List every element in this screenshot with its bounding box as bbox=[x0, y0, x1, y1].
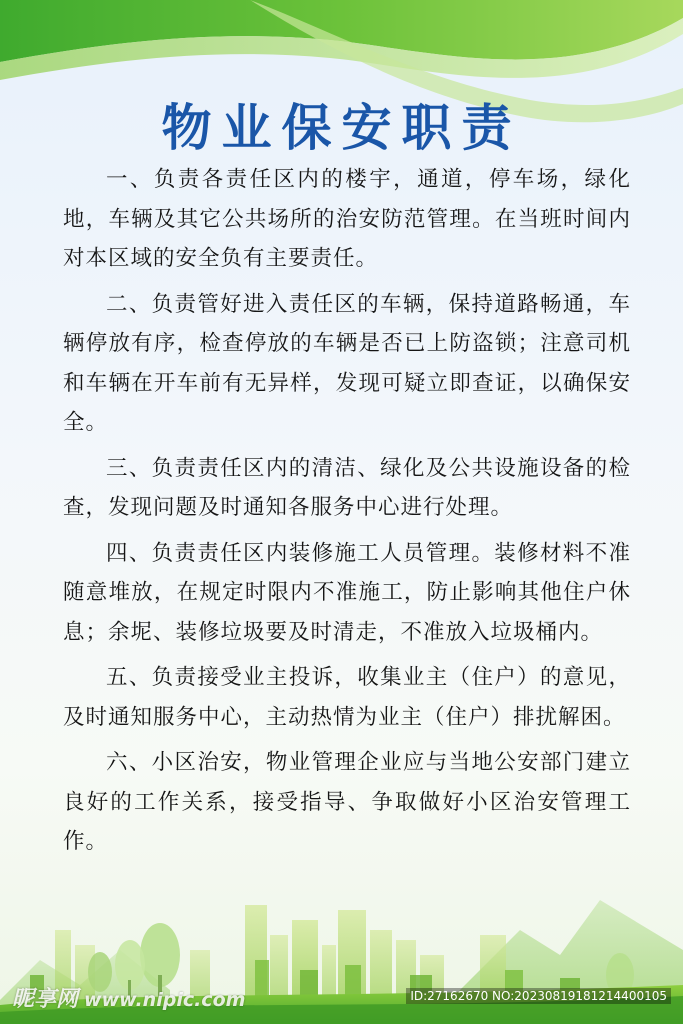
duty-list bbox=[63, 160, 631, 868]
watermark-brand-name: 昵享网 bbox=[12, 987, 79, 1012]
duty-paragraph-5: 五、负责接受业主投诉，收集业主（住户）的意见，及时通知服务中心，主动热情为业主（住户）排扰解困。 bbox=[63, 665, 631, 730]
duty-paragraph-6: 六、小区治安，物业管理企业应与当地公安部门建立良好的工作关系，接受指导、争取做好小区治安管理工作。 bbox=[63, 750, 631, 854]
duty-paragraph-3: 三、负责责任区内的清洁、绿化及公共设施设备的检查，发现问题及时通知各服务中心进行处理。 bbox=[63, 455, 631, 520]
duty-paragraph-4: 四、负责责任区内装修施工人员管理。装修材料不准随意堆放，在规定时限内不准施工，防止影响其他住户休息；余坭、装修垃圾要及时清走，不准放入垃圾桶内。 bbox=[63, 540, 631, 645]
duty-paragraph-2: 二、负责管好进入责任区的车辆，保持道路畅通，车辆停放有序，检查停放的车辆是否已上防盗锁；注意司机和车辆在开车前有无异样，发现可疑立即查证，以确保安全。 bbox=[63, 291, 631, 435]
duty-paragraph-1: 一、负责各责任区内的楼宇，通道，停车场，绿化地，车辆及其它公共场所的治安防范管理。在当班时间内对本区域的安全负有主要责任。 bbox=[63, 167, 631, 271]
watermark-brand bbox=[12, 982, 245, 1013]
watermark-url: www.nipic.com bbox=[84, 989, 246, 1011]
poster-title: 物业保安职责 bbox=[161, 99, 522, 157]
image-id-label: ID:27162670 NO:20230819181214400105 bbox=[406, 988, 671, 1004]
